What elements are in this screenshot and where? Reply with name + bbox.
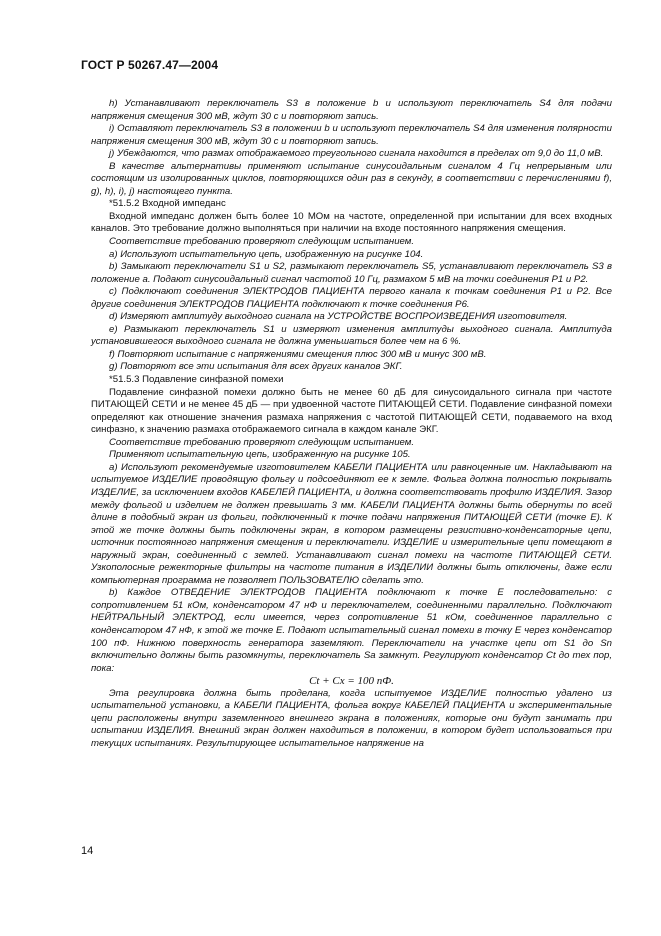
paragraph-input-impedance: Входной импеданс должен быть более 10 МОм на частоте, определенной при испытании для всех входных каналов. Это требование должно выполняться при наличии на входе постоянного напряжения смещения.	[91, 210, 612, 235]
paragraph-compliance-2: Соответствие требованию проверяют следующим испытанием.	[109, 436, 415, 448]
paragraph-compliance-1: Соответствие требованию проверяют следующим испытанием.	[109, 236, 415, 248]
paragraph-alternative: В качестве альтернативы применяют испытание синусоидальным сигналом 4 Гц непрерывным или состоящим из изолированных циклов, повторяющихся один раз в секунду, в соответствии с перечислениями f), g), h), i), j) настоящего пункта.	[91, 160, 612, 197]
paragraph-step-g-1: g) Повторяют все эти испытания для всех других каналов ЭКГ.	[109, 361, 403, 373]
document-body	[91, 98, 612, 750]
section-heading-51-5-3: *51.5.3 Подавление синфазной помехи	[109, 374, 284, 386]
paragraph-step-e-1: e) Размыкают переключатель S1 и измеряют изменения амплитуды выходного сигнала. Амплитуда установившегося выходного сигнала не должна уменьшаться более чем на 6 %.	[91, 323, 612, 348]
paragraph-test-circuit-105: Применяют испытательную цепь, изображенную на рисунке 105.	[109, 449, 411, 461]
paragraph-step-a-2: a) Используют рекомендуемые изготовителем КАБЕЛИ ПАЦИЕНТА или равноценные им. Накладывают на испытуемое ИЗДЕЛИЕ проводящую фольгу и подсоединяют ее к земле. Фольга должна полностью покрывать ИЗДЕЛИЕ, за исключением входов КАБЕЛЕЙ ПАЦИЕНТА, и должна соответствовать профилю ИЗДЕЛИЯ. Зазор между фольгой и изделием не должен превышать 3 мм. КАБЕЛИ ПАЦИЕНТА должны быть обернуты по всей длине в подобный экран из фольги, подключенный к точке подачи напряжения ПИТАЮЩЕЙ СЕТИ (точке E). К этой же точке должны быть подключены экран, в котором размещены резистивно-конденсаторные цепи, источник постоянного напряжения смещения и переключатели. ИЗДЕЛИЕ и измерительные цепи помещают в наружный экран, соединенный с землей. Устанавливают сигнал помехи на частоте ПИТАЮЩЕЙ СЕТИ. Узкополосные режекторные фильтры на частоте питания в ИЗДЕЛИИ должны быть отключены, даже если компьютерная программа не позволяет ПОЛЬЗОВАТЕЛЮ сделать это.	[91, 461, 612, 586]
paragraph-step-d-1: d) Измеряют амплитуду выходного сигнала на УСТРОЙСТВЕ ВОСПРОИЗВЕДЕНИЯ изготовителя.	[109, 311, 568, 323]
paragraph-step-f-1: f) Повторяют испытание с напряжениями смещения плюс 300 мВ и минус 300 мВ.	[109, 348, 487, 360]
standard-header: ГОСТ Р 50267.47—2004	[81, 58, 219, 72]
paragraph-step-a-1: a) Используют испытательную цепь, изображенную на рисунке 104.	[109, 248, 424, 260]
paragraph-step-b-1: b) Замыкают переключатели S1 и S2, размыкают переключатель S5, устанавливают переключатель S3 в положение a. Подают синусоидальный сигнал частотой 10 Гц, размахом 5 мВ на точки соединения P1 и P2.	[91, 261, 612, 285]
paragraph-h: h) Устанавливают переключатель S3 в положение b и используют переключатель S4 для подачи напряжения смещения 300 мВ, ждут 30 с и повторяют запись.	[91, 98, 612, 122]
paragraph-common-mode: Подавление синфазной помехи должно быть не менее 60 дБ для синусоидального сигнала при частоте ПИТАЮЩЕЙ СЕТИ и не менее 45 дБ — при удвоенной частоте ПИТАЮЩЕЙ СЕТИ. Подавление синфазной помехи определяют как отношение значения размаха напряжения с частотой ПИТАЮЩЕЙ СЕТИ, подаваемого на вход синфазно, к значению размаха отображаемого сигнала в каждом канале ЭКГ.	[91, 386, 612, 436]
page-number: 14	[81, 845, 94, 857]
formula-capacitance: Ct + Cx = 100 пФ.	[309, 675, 394, 688]
paragraph-step-c-1: c) Подключают соединения ЭЛЕКТРОДОВ ПАЦИЕНТА первого канала к точкам соединения P1 и P2. Все другие соединения ЭЛЕКТРОДОВ ПАЦИЕНТА подключают к точке соединения P6.	[91, 286, 612, 310]
paragraph-adjustment: Эта регулировка должна быть проделана, когда испытуемое ИЗДЕЛИЕ полностью удалено из испытательной установки, а КАБЕЛИ ПАЦИЕНТА, фольга вокруг КАБЕЛЕЙ ПАЦИЕНТА и экспериментальные цепи расположены внутри заземленного внешнего экрана в положениях, которые они будут занимать при испытании ИЗДЕЛИЯ. Внешний экран должен находиться в положении, в котором будет использоваться при текущих испытаниях. Результирующее испытательное напряжение на	[91, 687, 612, 749]
paragraph-i: i) Оставляют переключатель S3 в положении b и используют переключатель S4 для изменения полярности напряжения смещения 300 мВ, ждут 30 с и повторяют запись.	[91, 123, 612, 147]
paragraph-j: j) Убеждаются, что размах отображаемого треугольного сигнала находится в пределах от 9,0 до 11,0 мВ.	[109, 148, 604, 160]
paragraph-step-b-2: b) Каждое ОТВЕДЕНИЕ ЭЛЕКТРОДОВ ПАЦИЕНТА подключают к точке E последовательно: с сопротивлением 51 кОм, конденсатором 47 нФ и переключателем, соединенными параллельно. Подключают НЕЙТРАЛЬНЫЙ ЭЛЕКТРОД, если имеется, через сопротивление 51 кОм, соединенное параллельно с конденсатором 47 нФ, к этой же точке E. Подают испытательный сигнал помехи в точку E через конденсатор 100 пФ. Нижнюю поверхность генератора заземляют. Переключатели на участке цепи от S1 до Sn включительно должны быть разомкнуты, переключатель Sa замкнут. Регулируют конденсатор Ct до тех пор, пока:	[91, 587, 612, 674]
section-heading-51-5-2: *51.5.2 Входной импеданс	[109, 198, 226, 210]
